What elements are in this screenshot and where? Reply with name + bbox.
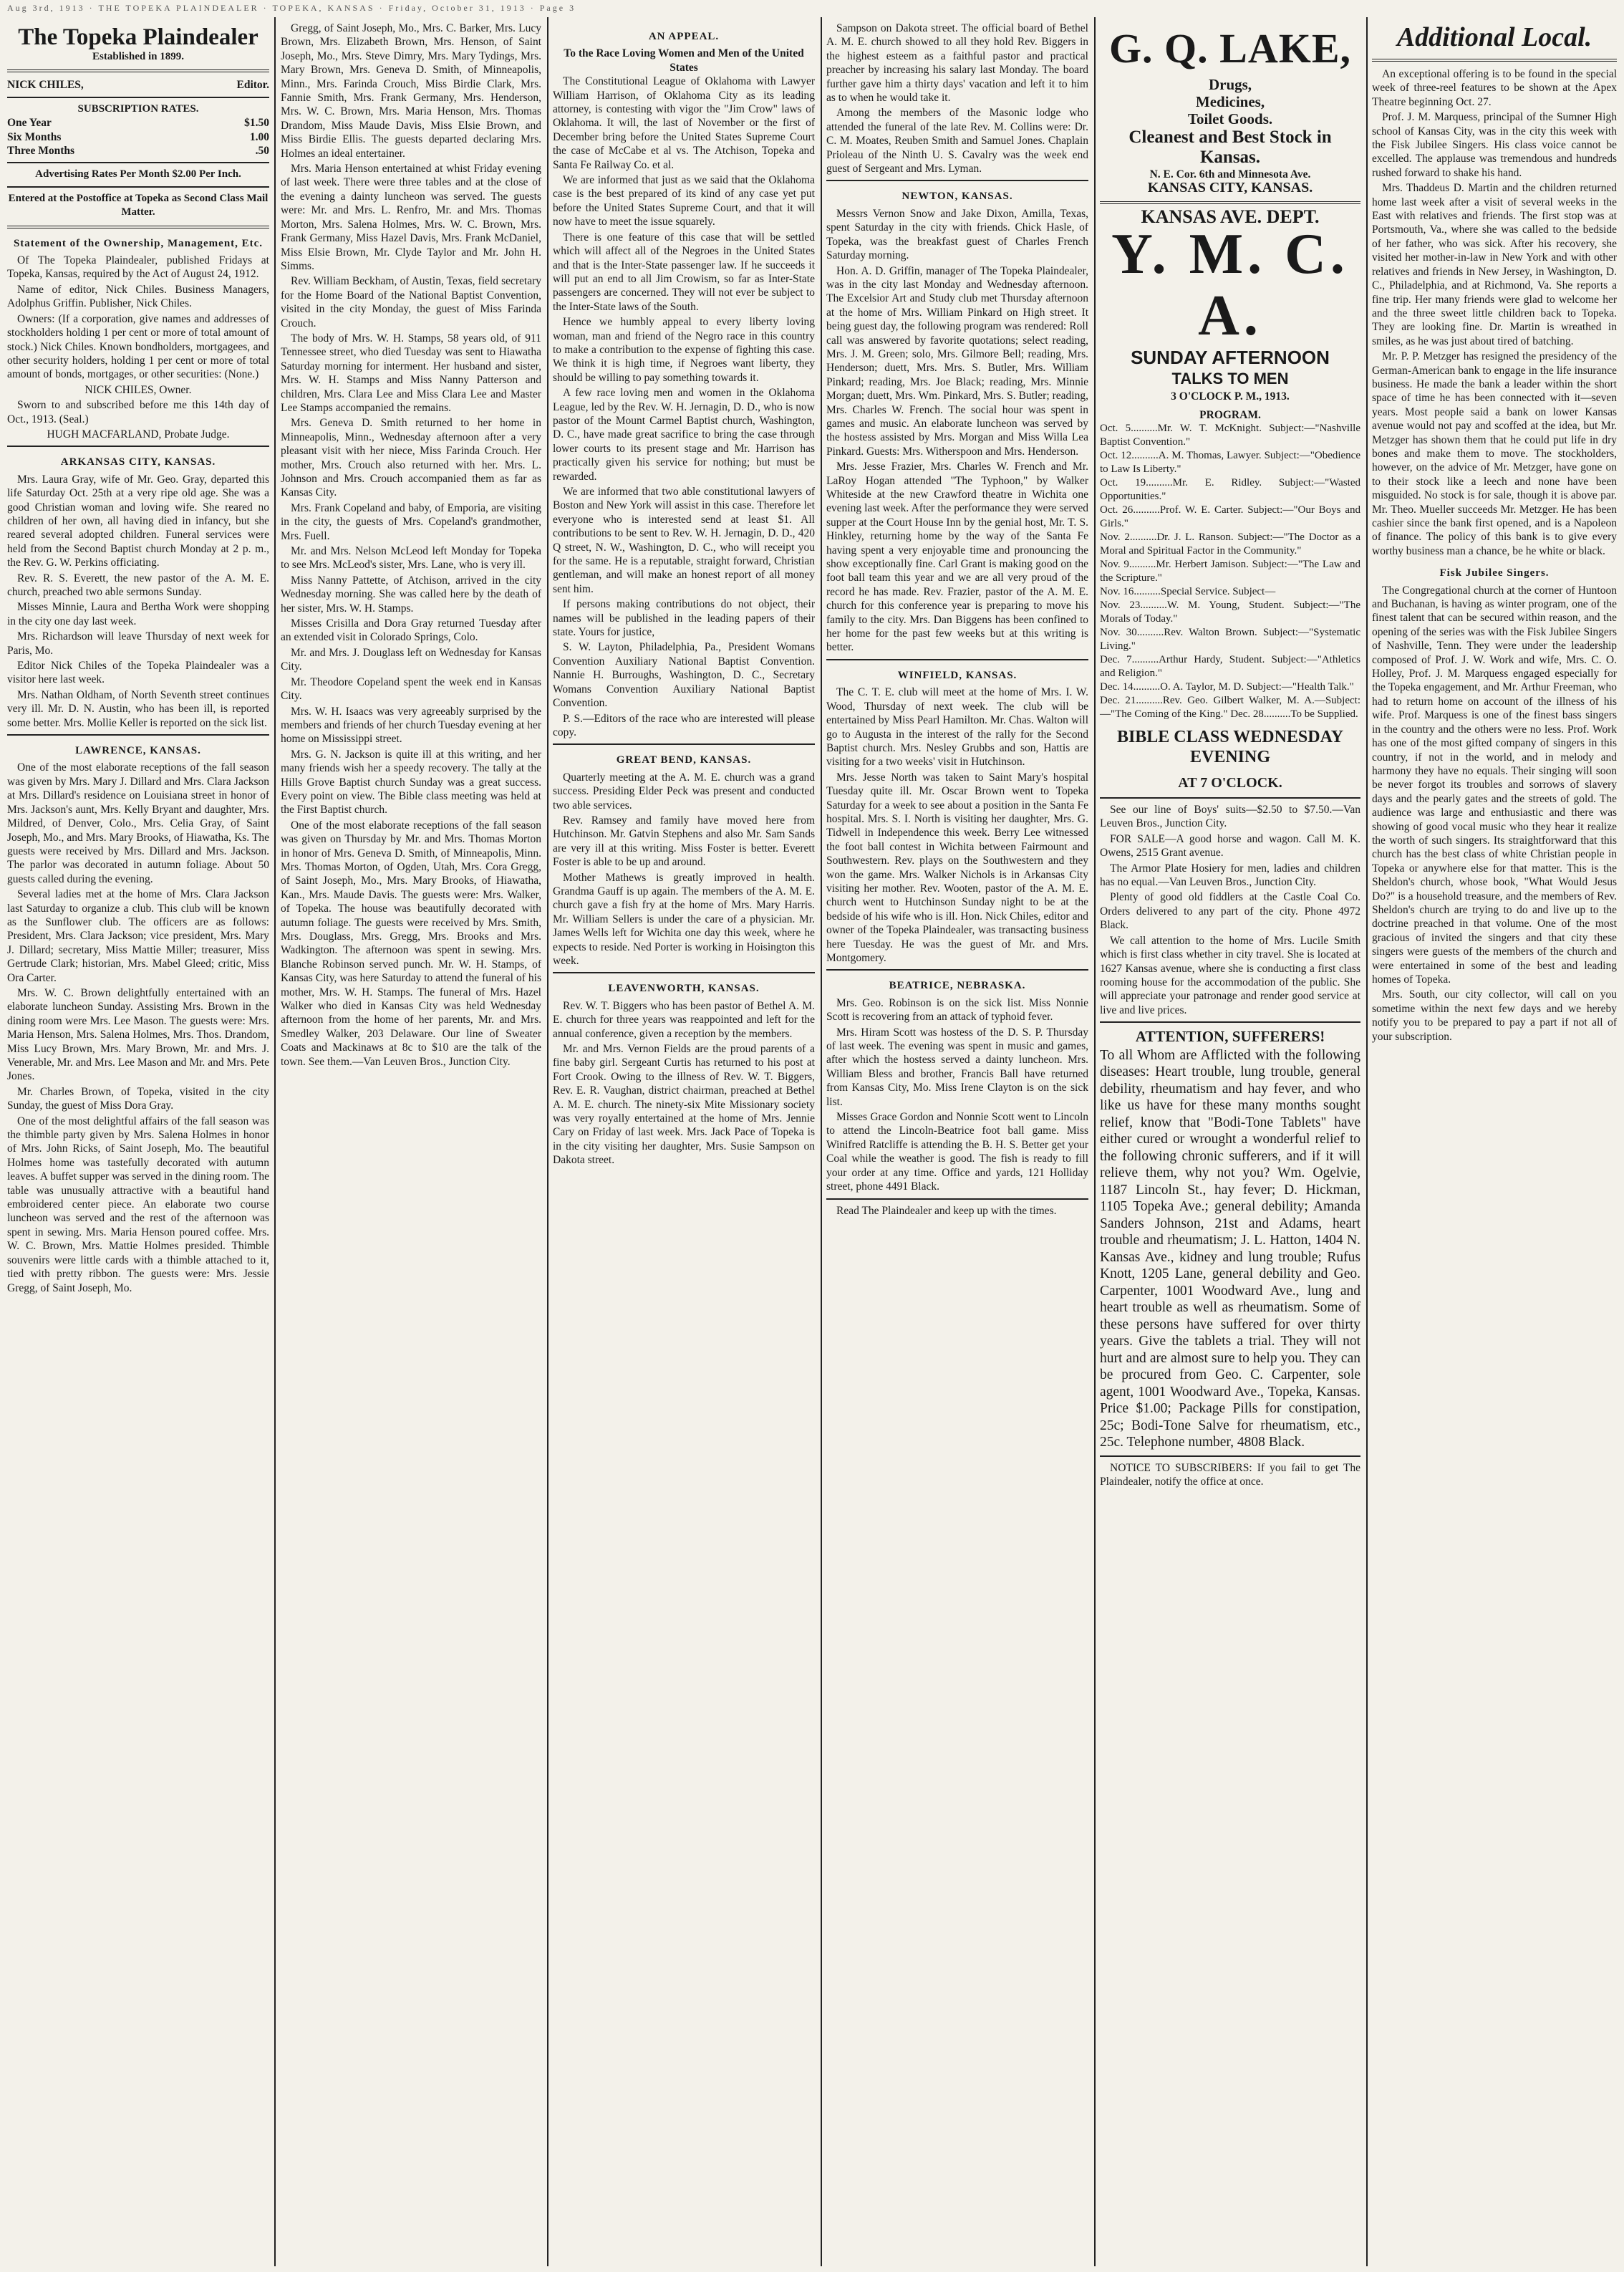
postal-entry: Entered at the Postoffice at Topeka as Second Class Mail Matter. [8, 192, 269, 218]
rate-row: Six Months 1.00 [7, 130, 269, 143]
article-paragraph: Mrs. Geo. Robinson is on the sick list. Miss Nonnie Scott is recovering from an attack of typhoid fever. [826, 996, 1088, 1024]
article-paragraph: Mrs. G. N. Jackson is quite ill at this writing, and her many friends wish her a speedy recovery. The tally at the Hills Grove Baptist church Sunday was a great success. Every point on view. The Bible class meeting was held at the First Baptist church. [281, 748, 541, 817]
column-1 [3, 21, 274, 2263]
classified: We call attention to the home of Mrs. Lucile Smith which is first class whether in city travel. She is located at 1627 Kansas avenue, where she is conducting a first class rooming house for the accommodation of the public. She will appreciate your patronage and render good service at live and live prices. [1100, 934, 1360, 1016]
section-heading: BEATRICE, NEBRASKA. [889, 980, 1026, 992]
article-paragraph: Hence we humbly appeal to every liberty loving woman, man and friend of the Negro race in this country to make a contribution to the expense of fighting this case. We think it is high time, if Negroes want liberty, they should be willing to pay something towards it. [553, 316, 815, 384]
advertising-rates: Advertising Rates Per Month $2.00 Per Inch. [35, 168, 241, 180]
article-paragraph: Hon. A. D. Griffin, manager of The Topeka Plaindealer, was in the city last Monday and Wednesday afternoon. The Excelsior Art and Study club met Thursday afternoon at the home of Mrs. William Pinkard on High street. It being guest day, the following program was rendered: Roll call was answered by favorite quotations; select reading, Mrs. J. M. Green; solo, Mrs. Gilmore Bell; reading, Mrs. Henderson; duett, Mrs. Mrs. S. Butler, Mrs. William Pinkard; reading, Mrs. Joe Black; reading, Mrs. Minnie Morgan; duett, Mrs. Wm. Pinkard, Mrs. S. Butler; reading, Mrs. Charles W. French. The social hour was spent in games and music. An elaborate luncheon was served by the hostess assisted by Mrs. Morgan and Miss Willa Lea Pinkard. Guests: Mrs. Witherspoon and Mrs. Henderson. [826, 264, 1088, 458]
article-paragraph: A few race loving men and women in the Oklahoma League, led by the Rev. W. H. Jernagin, D. D., who is now pastor of the Mount Carmel Baptist church, Washington, D. C., have made great sacrifice to bring the case through lower courts to its present stage and Mr. Harrison has practically given his service for nothing; but must be rewarded. [553, 387, 815, 483]
ad-line: Kansas. [1199, 148, 1261, 167]
article-paragraph: Name of editor, Nick Chiles. Business Managers, Adolphus Griffin. Publisher, Nick Chiles. [7, 283, 269, 310]
divider [7, 226, 269, 228]
article-paragraph: Mrs. Thaddeus D. Martin and the children returned home last week after a visit of several weeks in the East with relatives and friends. The first stop was at Portsmouth, Va., where she was called to the bedside of her father, who was sick. After his recovery, she visited her mother-in-law in New York and with other relatives and friends in New Jersey, in Washington, D. C., Philadelphia, and at Richmond, Va. She reports a fine trip. Her many friends were glad to welcome her and the three sweet little children back to Topeka. They are looking fine. Dr. Martin is wreathed in smiles, as he was just about tired of batching. [1372, 182, 1617, 347]
masthead-title: The Topeka Plaindealer [18, 24, 258, 50]
ownership-heading: Statement of the Ownership, Management, Etc. [13, 237, 264, 249]
section-subheading: To the Race Loving Women and Men of the United States [564, 47, 804, 74]
page-header-strip: Aug 3rd, 1913 · THE TOPEKA PLAINDEALER · TOPEKA, KANSAS · Friday, October 31, 1913 · Page 3 [7, 3, 576, 13]
article-paragraph: Sampson on Dakota street. The official board of Bethel A. M. E. church showed to all they hold Rev. Biggers in the highest esteem as a faithful pastor and practical preacher by increasing his salary last Monday. The board further gave him a thirty days' vacation and left it to him as to when he would take it. [826, 22, 1088, 105]
article-paragraph: We are informed that two able constitutional lawyers of Boston and New York will assist in this case. Therefore let everyone who is interested send at least $1. All contributions to be sent to Rev. W. H. Jernagin, D. D., 420 Q street, N. W., Washington, D. C., who will receipt you for the same. He is a reputable, straight forward, Christian gentleman, and will make an honest report of all money sent him. [553, 486, 815, 595]
program-item: Nov. 16..........Special Service. Subject— [1100, 586, 1276, 598]
signature: HUGH MACFARLAND, Probate Judge. [47, 428, 230, 441]
article-paragraph: If persons making contributions do not object, their names will be published in the leading papers of their state. Yours for justice, [553, 598, 815, 639]
article-paragraph: Mother Mathews is greatly improved in health. Grandma Gauff is up again. The members of the A. M. E. church gave a fish fry at the home of Mrs. Mary Harris. Mr. William Sellers is under the care of a physician. Mr. James Wells left for Wichita one day this week, where he expects to reside. Ned Porter is working in Hoisington this week. [553, 871, 815, 967]
article-paragraph: Mr. and Mrs. Vernon Fields are the proud parents of a fine baby girl. Sergeant Curtis has returned to his post at Fort Crook. Owing to the illness of Rev. W. T. Biggers, Rev. E. R. Vaughan, district chairman, preached at Bethel A. M. E. church. The ninety-six Mite Missionary society was very royally entertained at the home of Mrs. Jennie Cary on Friday of last week. Mrs. Jack Pace of Topeka is in the city visiting her daughter, Mrs. Susie Sampson on Dakota street. [553, 1043, 815, 1167]
program-item: Nov. 30..........Rev. Walton Brown. Subject:—"Systematic Living." [1100, 627, 1360, 653]
article-paragraph: One of the most delightful affairs of the fall season was the thimble party given by Mrs. Salena Holmes in honor of Mrs. John Ricks, of Saint Joseph, Mo. The beautiful Holmes home was tastefully decorated with autumn leaves. A buffet supper was served in the dining room. The table was unusually attractive with a beautiful hand embroidered center piece. An elaborate two course luncheon was served and the rest of the afternoon was spent in sewing. Mrs. Maria Henson poured coffee. Mrs. W. C. Brown, Mrs. Mattie Holmes presided. Thimble souvenirs were little cards with a thimble attached to it, tied with pretty ribbon. The guests were: Mrs. Jessie Gregg, of Saint Joseph, Mo. [7, 1115, 269, 1294]
article-paragraph: Misses Grace Gordon and Nonnie Scott went to Lincoln to attend the Lincoln-Beatrice foot ball game. Miss Winifred Ratcliffe is attending the B. H. S. Better get your Coal while the weather is good. The fish is ready to fill your order at any time. Office and yards, 121 Holliday street, phone 4491 Black. [826, 1111, 1088, 1193]
attention-heading: ATTENTION, SUFFERERS! [1135, 1028, 1325, 1046]
column-3 [548, 21, 819, 2263]
program-item: Oct. 19..........Mr. E. Ridley. Subject:—"Wasted Opportunities." [1100, 477, 1360, 503]
advertiser-name: G. Q. LAKE, [1108, 25, 1352, 72]
divider [7, 446, 269, 447]
section-heading: LAWRENCE, KANSAS. [75, 745, 201, 757]
article-paragraph: Mrs. Nathan Oldham, of North Seventh street continues very ill. Mr. D. N. Austin, who has been ill, is reported some better. Mrs. Mollie Keller is reported on the sick list. [7, 688, 269, 729]
attention-body: To all Whom are Afflicted with the following diseases: Heart trouble, lung trouble, general debility, rheumatism and hay fever, and who like us have for these many months sought relief, know that "Bodi-Tone Tablets" have either cured or wrought a wonderful relief to the following chronic sufferers, and if it will relieve them, why not you? Wm. Ogelvie, 1187 Lincoln St., hay fever; D. Hickman, 1105 Topeka Ave.; general debility; Amanda Sanders Johnson, 21st and Adams, heart trouble and rheumatism; J. L. Hatton, 1404 N. Kansas Ave., kidney and lung trouble; Rufus Knott, 1205 Lane, general debility and Geo. Carpenter, 1001 Woodward Ave., lung and heart trouble as well as rheumatism. Some of these persons have suffered for over thirty years. Give the tablets a trial. They will not hurt and are almost sure to help you. They can be procured from Geo. C. Carpenter, sole agent, 1001 Woodward Ave., Topeka, Kansas. Price $1.00; Package Pills for constipation, 25c; Bodi-Tone Salve for rheumatism, etc., 25c. Telephone number, 4808 Black. [1100, 1047, 1360, 1450]
editor-name: NICK CHILES, [7, 79, 84, 92]
program-item: Oct. 5..........Mr. W. T. McKnight. Subject:—"Nashville Baptist Convention." [1100, 423, 1360, 448]
classified: The Armor Plate Hosiery for men, ladies and children has no equal.—Van Leuven Bros., Junction City. [1100, 862, 1360, 889]
column-4 [822, 21, 1093, 2263]
section-heading: AN APPEAL. [648, 31, 720, 42]
divider [826, 969, 1088, 971]
column-rule [274, 17, 276, 2266]
classified: Plenty of good old fiddlers at the Castle Coal Co. Orders delivered to any part of the city. Phone 4972 Black. [1100, 891, 1360, 932]
article-paragraph: Mr. and Mrs. Nelson McLeod left Monday for Topeka to see Mrs. McLeod's sister, Mrs. Lane, who is very ill. [281, 545, 541, 572]
rate-row: One Year $1.50 [7, 117, 269, 130]
rate-row: Three Months .50 [7, 145, 269, 158]
editor-line [7, 78, 269, 92]
ad-address: N. E. Cor. 6th and Minnesota Ave. [1149, 168, 1311, 180]
program-item: Dec. 7..........Arthur Hardy, Student. Subject:—"Athletics and Religion." [1100, 654, 1360, 680]
article-paragraph: Mr. Charles Brown, of Topeka, visited in the city Sunday, the guest of Miss Dora Gray. [7, 1085, 269, 1112]
classified: See our line of Boys' suits—$2.50 to $7.50.—Van Leuven Bros., Junction City. [1100, 804, 1360, 830]
ymca-dept: KANSAS AVE. DEPT. [1141, 206, 1320, 227]
article-paragraph: One of the most elaborate receptions of the fall season was given by Mrs. Mary J. Dillard and Mrs. Clara Jackson at Mrs. Dillard's residence on Louisiana street in honor of Mrs. Jackson's aunt, Mrs. Kelly Bryant and daughter, Mrs. Mildred, of Denver, Colo., Mrs. Celia Gray, of Saint Joseph, Mo., and Mrs. Mary Brooks, of Hiawatha, Ks. The guests were received by Mrs. Dillard and Mrs. Jackson. The parlor was decorated in autumn foliage. About 50 guests called during the evening. [7, 761, 269, 885]
article-paragraph: The body of Mrs. W. H. Stamps, 58 years old, of 911 Tennessee street, who died Tuesday was sent to Hiawatha Saturday morning for interment. Her husband and sister, Mrs. W. H. Stamps and Miss Nanny Patterson and children, Mrs. Clara Lee and Miss Clara Lee and Master Lee Stamps accompanied the remains. [281, 332, 541, 414]
divider [826, 180, 1088, 181]
section-heading: GREAT BEND, KANSAS. [616, 754, 752, 766]
program-item: Oct. 12..........A. M. Thomas, Lawyer. Subject:—"Obedience to Law Is Liberty." [1100, 450, 1360, 476]
article-paragraph: Misses Minnie, Laura and Bertha Work were shopping in the city one day last week. [7, 601, 269, 627]
local-title: Additional Local. [1396, 22, 1592, 52]
article-paragraph: Miss Nanny Pattette, of Atchison, arrived in the city Wednesday morning. She was called here by the death of her sister, Mrs. W. H. Stamps. [281, 574, 541, 615]
article-paragraph: Mr. Theodore Copeland spent the week end in Kansas City. [281, 675, 541, 703]
ymca-title: Y. M. C. A. [1111, 223, 1349, 348]
program-item: Nov. 9..........Mr. Herbert Jamison. Subject:—"The Law and the Scripture." [1100, 559, 1360, 584]
article-paragraph: We are informed that just as we said that the Oklahoma case is the best prepared of its kind of any case yet put before the United States Supreme Court, and that it will now have to meet the issue squarely. [553, 174, 815, 228]
article-paragraph: One of the most elaborate receptions of the fall season was given on Thursday by Mr. and Mrs. Thomas Morton in honor of Mrs. Geneva D. Smith, of Minneapolis, Minn. Mrs. Thomas Morton, of Ogden, Utah, Mrs. Cora Gregg, of Saint Joseph, Mo., Mrs. Mary Brooks, of Hiawatha, Kan., Mrs. Maude Davis. The guests were: Mrs. Walker, of Topeka. The house was beautifully decorated with autumn foliage. The guests were received by Mrs. Smith, Mrs. Douglass, Mrs. Gregg, Mrs. Brooks and Mrs. Wadkington. The afternoon was spent in sewing. Mrs. Blanche Robinson served punch. Mr. W. H. Stamps, of Kansas City, was here Saturday to attend the funeral of his mother, Mrs. W. H. Stamps. The funeral of Mrs. Hazel Walker who died in Kansas City was held Wednesday afternoon from the home of her parents, Mr. and Mrs. Smedley Walker, 203 Delaware. Our line of Sweater Coats and Mackinaws at 8c to $10 are the talk of the town. See them.—Van Leuven Bros., Junction City. [281, 819, 541, 1068]
article-paragraph: Mrs. Jesse North was taken to Saint Mary's hospital Tuesday quite ill. Mr. Oscar Brown went to Topeka Saturday for a week to see about a position in the Santa Fe hospital. Mrs. S. I. North is visiting her daughter, Mrs. G. Tidwell in Independence this week. Berry Lee witnessed the foot ball contest in Wichita between Fairmount and Southwestern. Rev. plays on the Southwestern and they won the game. Mrs. Walker Nichols is in Arkansas City visiting her mother. Rev. Wooten, pastor of the A. M. E. church went to Hutchinson Sunday night to be at the bedside of his wife who is ill. Hon. Nick Chiles, editor and owner of the Topeka Plaindealer, was transacting business here Tuesday. He was the guest of Mr. and Mrs. Montgomery. [826, 771, 1088, 964]
divider [7, 186, 269, 188]
article-paragraph: Read The Plaindealer and keep up with the times. [836, 1204, 1057, 1217]
article-paragraph: Mr. and Mrs. J. Douglass left on Wednesday for Kansas City. [281, 646, 541, 673]
program-item: Nov. 23..........W. M. Young, Student. Subject:—"The Morals of Today." [1100, 600, 1360, 625]
divider [1100, 797, 1360, 799]
article-paragraph: The Congregational church at the corner of Huntoon and Buchanan, is having as winter program, one of the finest talent that can be secured within reason, and the opening of the series was with the Fisk Jubilee Singers of Nashville, Tenn. They were under the leadership composed of Prof. J. W. Work and wife, Mrs. C. O. Holley, Prof. J. M. Marquess engaged especially for the Topeka engagement, and Mr. Arthur Freeman, who had to return home on account of the illness of his wife. Prof. Marquess is one of the finest bass singers in the country and the others were no less. Prof. Work has one of the most gifted company of singers in this country, if not in the world, and in melody and harmony they have no equals. Their singing will soon be never forgot its troubles and sorrows of slavery days and the pearly gates and the streets of gold. The audience was large and enthusiastic and there was showing of good vocal music who they hear it realize the worth of such singers. Its straightforward that this church has the best class of white Christian people in Topeka or anywhere else for that matter. This is the Sheldon's church, whose book, "What Would Jesus Do?" is a household treasure, and the members of Rev. Sheldon's church are trying to do and live up to the doctrine preached in that volume. One of the most gracious of invited the singers and that city these singers were guests of the members of the church and were entertained in some of the best and leading homes of Topeka. [1372, 584, 1617, 986]
article-paragraph: Editor Nick Chiles of the Topeka Plaindealer was a visitor here last week. [7, 660, 269, 686]
divider [7, 734, 269, 736]
article-paragraph: Messrs Vernon Snow and Jake Dixon, Amilla, Texas, spent Saturday in the city with friends. Chick Hasle, of Topeka, was the breakfast guest of Charles French Saturday morning. [826, 207, 1088, 262]
article-paragraph: Mrs. South, our city collector, will call on you sometime within the next few days and we hereby notify you to be prepared to pay a part if not all of your subscription. [1372, 988, 1617, 1043]
subscription-heading: SUBSCRIPTION RATES. [77, 102, 199, 115]
section-heading: NEWTON, KANSAS. [902, 191, 1013, 203]
section-heading: ARKANSAS CITY, KANSAS. [60, 456, 216, 468]
article-paragraph: Rev. Ramsey and family have moved here from Hutchinson. Mr. Gatvin Stephens and also Mr. Sam Sands are very ill at this writing. Miss Foster is better. Everett Foster is able to be up and around. [553, 814, 815, 869]
article-paragraph: S. W. Layton, Philadelphia, Pa., President Womans Convention Auxiliary National Baptist Convention. Nannie H. Burroughs, Washington, D. C., Secretary Womans Convention Auxiliary National Baptist Convention. [553, 641, 815, 710]
article-paragraph: Mrs. Hiram Scott was hostess of the D. S. P. Thursday of last week. The evening was spent in music and games, after which the hostess served a dainty luncheon. Mrs. William Bless and brother, Francis Ball have returned from Kansas City, Mo. Miss Irene Clayton is on the sick list. [826, 1026, 1088, 1108]
article-paragraph: Mrs. Geneva D. Smith returned to her home in Minneapolis, Minn., Wednesday afternoon after a very pleasant visit with her niece, Miss Farinda Crouch. Her mother, Mrs. Crouch also returned with her. Mrs. L. Johnson and Mrs. Crouch accompanied them as far as Kansas City. [281, 417, 541, 499]
program-heading: PROGRAM. [1199, 408, 1261, 421]
ad-line: Medicines, [1195, 93, 1265, 110]
article-paragraph: Rev. R. S. Everett, the new pastor of the A. M. E. church, preached two able sermons Sunday. [7, 572, 269, 598]
ad-line: Drugs, [1208, 76, 1252, 93]
column-2 [276, 21, 546, 2263]
section-heading: WINFIELD, KANSAS. [897, 669, 1018, 681]
divider [1100, 1455, 1360, 1457]
article-paragraph: Among the members of the Masonic lodge who attended the funeral of the late Rev. M. Collins were: Dr. C. M. Moates, Reuben Smith and Samuel Jones. Chaplain Prioleau of the Ninth U. S. Cavalry was the week end guest of Sergeant and Mrs. Lyman. [826, 107, 1088, 175]
ad-line: Toilet Goods. [1187, 110, 1273, 127]
section-heading: Fisk Jubilee Singers. [1439, 567, 1550, 579]
article-paragraph: Mrs. W. C. Brown delightfully entertained with an elaborate luncheon Sunday. Assisting Mrs. Brown in the dining room were Mrs. Lee Mason. The guests were: Mrs. Maria Henson, Mrs. Salena Holmes, Mrs. Thos. Drandom, Miss Lucy Brown, Mrs. Mary Brown, Mr. and Mrs. J. Venerable, Mr. and Mrs. Lee Mason and Mr. and Mrs. Pete Jones. [7, 986, 269, 1083]
program-item: Oct. 26..........Prof. W. E. Carter. Subject:—"Our Boys and Girls." [1100, 504, 1360, 530]
ymca-time: 3 O'CLOCK P. M., 1913. [1171, 390, 1290, 403]
article-paragraph: Misses Crisilla and Dora Gray returned Tuesday after an extended visit in Colorado Springs, Colo. [281, 617, 541, 644]
section-heading: LEAVENWORTH, KANSAS. [608, 983, 760, 995]
divider [7, 162, 269, 163]
article-paragraph: Several ladies met at the home of Mrs. Clara Jackson last Saturday to organize a club. This club will be known as the Sunflower club. The officers are as follows: President, Mrs. Clara Jackson; vice president, Mrs. Mary J. Dillard; secretary, Miss Mattie Miller; treasurer, Miss Gertrude Clark; historian, Mrs. Mabel Gleed; critic, Miss Ora Carter. [7, 888, 269, 984]
article-paragraph: Mrs. W. H. Isaacs was very agreeably surprised by the members and friends of her church Tuesday evening at her home on Mississippi street. [281, 705, 541, 746]
article-paragraph: There is one feature of this case that will be settled which will affect all of the Negroes in the United States and that is the Inter-State passenger law. If he succeeds it will put an end to all Jim Crowism, so far as Inter-State passengers are concerned. They will not ever be subject to the Inter-State laws of the South. [553, 231, 815, 313]
article-paragraph: The C. T. E. club will meet at the home of Mrs. I. W. Wood, Thursday of next week. The club will be entertained by Miss Pearl Hamilton. Mr. Chas. Walton will go to Augusta in the interest of the rally for the Second Baptist church. Mrs. Nesley Grubbs and son, Hattis are visiting for a two weeks' visit in Hutchinson. [826, 686, 1088, 769]
article-paragraph: The Constitutional League of Oklahoma with Lawyer William Harrison, of Oklahoma City as its leading attorney, is contesting with vigor the "Jim Crow" laws of Oklahoma. It will, the last of November or the first of December bring before the United States Supreme Court the case of McCabe et al vs. The Atchison, Topeka and Santa Fe Railway Co. et al. [553, 75, 815, 171]
column-5 [1096, 21, 1365, 2263]
article-paragraph: P. S.—Editors of the race who are interested will please copy. [553, 712, 815, 738]
article-paragraph: Quarterly meeting at the A. M. E. church was a grand success. Presiding Elder Peck was present and conducted two able services. [553, 771, 815, 812]
editor-title: Editor. [236, 79, 269, 92]
signature: NICK CHILES, Owner. [84, 383, 192, 396]
program-item: Nov. 2..........Dr. J. L. Ranson. Subject:—"The Doctor as a Moral and Spiritual Factor in the Community." [1100, 531, 1360, 557]
notice: NOTICE TO SUBSCRIBERS: If you fail to get The Plaindealer, notify the office at once. [1100, 1461, 1360, 1488]
masthead-established: Established in 1899. [92, 51, 184, 62]
divider [826, 659, 1088, 660]
article-paragraph: Of The Topeka Plaindealer, published Fridays at Topeka, Kansas, required by the Act of August 24, 1912. [7, 254, 269, 281]
article-paragraph: An exceptional offering is to be found in the special week of three-reel features to be shown at the Apex Theatre beginning Oct. 27. [1372, 68, 1617, 108]
ymca-talks: TALKS TO MEN [1171, 370, 1289, 388]
ad-line: Cleanest and Best Stock in [1128, 127, 1332, 147]
program-item: Dec. 21..........Rev. Geo. Gilbert Walker, M. A.—Subject:—"The Coming of the King." Dec. 28..........To be Supplied. [1100, 695, 1360, 721]
divider [553, 972, 815, 973]
article-paragraph: Mrs. Maria Henson entertained at whist Friday evening of last week. There were three tables and at the close of the evening a dainty luncheon was served. The guests were: Mr. and Mrs. L. Renfro, Mr. and Mrs. Thomas Morton, Mrs. Salena Holmes, Mrs. W. C. Brown, Mrs. Frank Germany, Miss Hazel Davis, Mrs. Frank McDaniel, Miss Elsie Brown, Mr. Clyde Taylor and Mr. John H. Simms. [281, 163, 541, 272]
article-paragraph: Mrs. Frank Copeland and baby, of Emporia, are visiting in the city, the guests of Mrs. Copeland's grandmother, Mrs. Fuell. [281, 501, 541, 542]
article-paragraph: Owners: (If a corporation, give names and addresses of stockholders holding 1 per cent or more of total amount of stock.) Nick Chiles. Known bondholders, mortgagees, and other security holders, holding 1 per cent or more of total amount of bonds, mortgages, or other securities: (None.) [7, 312, 269, 381]
article-paragraph: Mr. P. P. Metzger has resigned the presidency of the German-American bank to engage in the life insurance business. He made the bank a leader within the short space of time he has been connected with it—seven years. Most people said a bank on lower Kansas avenue would not pay and scoffed at the idea, but Mr. Metzger has shown them that he could put life in dry bones and make them to move. The stockholders, however, on the advice of Mr. Metzger, have gone on to their stock like a leech and none have been misguided. No stock is for sale, though it is above par. Mr. Theo. Mueller succeeds Mr. Metzger. He has been cashier since the bank first opened, and is a Napoleon of finance. The policy of this bank is to give every worthy business man a chance, be he white or black. [1372, 350, 1617, 557]
ymca-sunday: SUNDAY AFTERNOON [1131, 347, 1330, 369]
article-paragraph: Rev. William Beckham, of Austin, Texas, field secretary for the Home Board of the National Baptist Convention, visited in the city Monday, the guest of Miss Farinda Crouch. [281, 275, 541, 329]
article-paragraph: Mrs. Richardson will leave Thursday of next week for Paris, Mo. [7, 630, 269, 657]
article-paragraph: Rev. W. T. Biggers who has been pastor of Bethel A. M. E. church for three years was reappointed and left for the annual conference, given a reception by the members. [553, 999, 815, 1040]
divider [826, 1198, 1088, 1200]
article-paragraph: Sworn to and subscribed before me this 14th day of Oct., 1913. (Seal.) [7, 399, 269, 425]
bible-class-time: AT 7 O'CLOCK. [1178, 775, 1282, 791]
bible-class: BIBLE CLASS WEDNESDAY EVENING [1116, 728, 1344, 767]
column-6 [1368, 21, 1621, 2263]
article-paragraph: Prof. J. M. Marquess, principal of the Sumner High school of Kansas City, was in the city this week with the Fisk Jubilee Singers. His class voice cannot be excelled. The applause was tremendous and hundreds rushed forward to shake his hand. [1372, 111, 1617, 179]
divider [1100, 201, 1360, 204]
article-paragraph: Gregg, of Saint Joseph, Mo., Mrs. C. Barker, Mrs. Lucy Brown, Mrs. Elizabeth Brown, Mrs. Henson, of Saint Joseph, Mo., Mrs. Steve Dimry, Mrs. Mary Tydings, Mrs. Mary Brown, Mrs. Geneva D. Smith, of Minneapolis, Minn., Mrs. Farinda Crouch, Miss Birdie Clark, Mrs. Fannie Smith, Mrs. Frank Germany, Mrs. Henderson, Mrs. W. C. Brown, Mrs. Maria Henson, Mrs. Thomas Drandom, Miss Maude Davis, Miss Elsie Brown, and Miss Birdie Ellis. The guests departed declaring Mrs. Holmes an ideal entertainer. [281, 22, 541, 160]
article-paragraph: Mrs. Laura Gray, wife of Mr. Geo. Gray, departed this life Saturday Oct. 25th at a very ripe old age. She was a good Christian woman and loving wife. She reared no children of her own, all having died in infancy, but she reared several adopted children. Funeral services were held from the Second Baptist church Monday at 2 p. m., the Rev. G. W. Perkins officiating. [7, 473, 269, 569]
article-paragraph: Mrs. Jesse Frazier, Mrs. Charles W. French and Mr. LaRoy Hogan attended "The Typhoon," by Walker Whiteside at the new Crawford theatre in Wichita one evening last week. After the performance they were served supper at the Court House Inn by the genial host, Mr. T. S. Hinkley, returning home by the way of the Santa Fe having spent a very enjoyable time and pronouncing the show exceptionally fine. Carl Grant is making good on the foot ball team this year and we are all very proud of the record he has made. Rev. Frazier, pastor of the A. M. E. church for this conference year is preparing to move his family to the city. Mrs. Dan Biggens has been confined to her home for the past few weeks but at this writing is better. [826, 461, 1088, 654]
ad-city: KANSAS CITY, KANSAS. [1147, 180, 1313, 196]
divider [7, 69, 269, 72]
divider [553, 743, 815, 745]
divider [7, 97, 269, 98]
divider [1372, 59, 1617, 62]
divider [1100, 1021, 1360, 1023]
classified: FOR SALE—A good horse and wagon. Call M. K. Owens, 2515 Grant avenue. [1100, 832, 1360, 860]
program-item: Dec. 14..........O. A. Taylor, M. D. Subject:—"Health Talk." [1100, 681, 1354, 693]
